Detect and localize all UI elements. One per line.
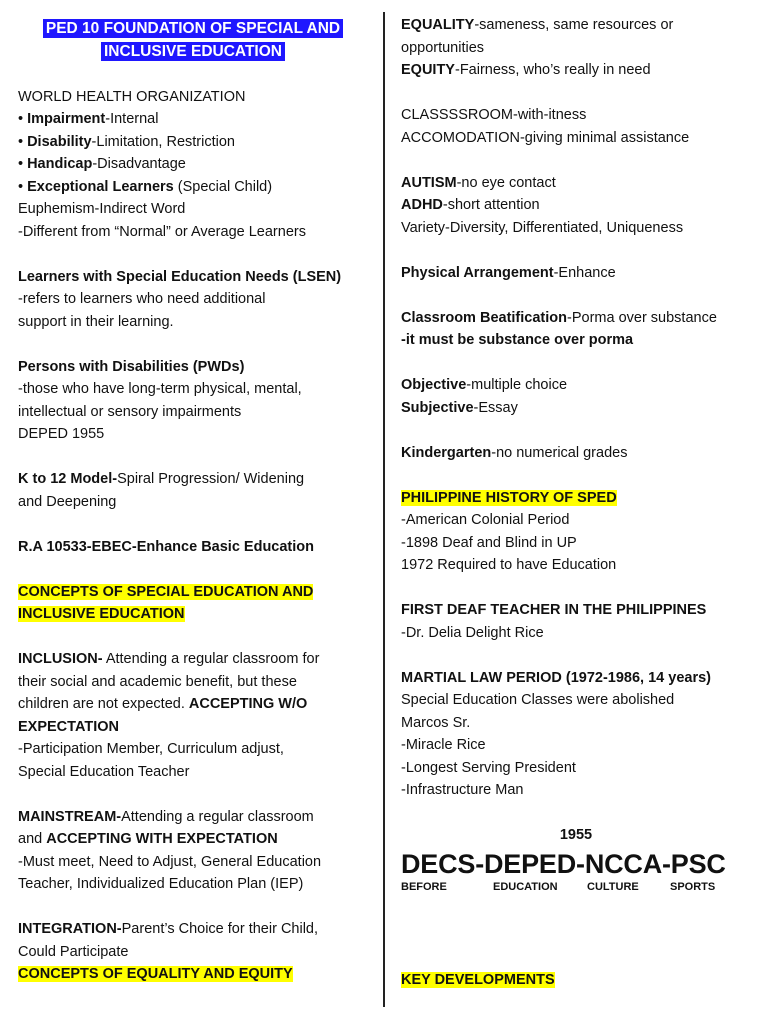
k12-line-1: K to 12 Model-Spiral Progression/ Widening xyxy=(18,471,305,487)
k12-line-2: and Deepening xyxy=(18,493,117,510)
equality-line-2: opportunities xyxy=(401,39,485,56)
mainstream-line-1: MAINSTREAM-Attending a regular classroom xyxy=(18,808,314,825)
pwd-line-2: intellectual or sensory impairments xyxy=(18,403,242,420)
label-sports: SPORTS xyxy=(670,880,716,893)
beautification-line-1: Classroom Beatification-Porma over substance xyxy=(401,309,717,326)
concepts-heading-1: CONCEPTS OF SPECIAL EDUCATION AND xyxy=(18,583,314,600)
integration-line-2: Could Participate xyxy=(18,943,129,960)
year-1955: 1955 xyxy=(559,827,593,843)
martial-line-5: -Infrastructure Man xyxy=(401,782,524,798)
kindergarten-line: Kindergarten-no numerical grades xyxy=(401,444,628,461)
martial-line-2: Marcos Sr. xyxy=(401,714,471,731)
pwd-heading: Persons with Disabilities (PWDs) xyxy=(18,358,245,375)
page-title xyxy=(18,18,368,63)
mainstream-line-2: and ACCEPTING WITH EXPECTATION xyxy=(18,831,278,847)
exceptional-item: • Exceptional Learners (Special Child) xyxy=(18,176,368,199)
title-line-1: PED 10 FOUNDATION OF SPECIAL AND xyxy=(43,19,343,38)
label-culture: CULTURE xyxy=(587,880,639,893)
inclusion-line-3: children are not expected. ACCEPTING W/O xyxy=(18,696,308,712)
inclusion-line-4: EXPECTATION xyxy=(18,718,119,735)
martial-line-3: -Miracle Rice xyxy=(401,737,486,753)
label-before: BEFORE xyxy=(401,880,447,893)
impairment-item: • Impairment-Internal xyxy=(18,108,368,131)
objective-line: Objective-multiple choice xyxy=(401,377,568,393)
martial-law-heading: MARTIAL LAW PERIOD (1972-1986, 14 years) xyxy=(401,669,711,686)
pwd-line-1: -those who have long-term physical, mental, xyxy=(18,381,302,397)
title-line-2: INCLUSIVE EDUCATION xyxy=(101,42,285,61)
left-column xyxy=(18,14,368,986)
variety-line: Variety-Diversity, Differentiated, Uniqueness xyxy=(401,219,684,236)
inclusion-line-1: INCLUSION- Attending a regular classroom for xyxy=(18,651,320,667)
lsen-line-2: support in their learning. xyxy=(18,313,174,330)
lsen-line-1: -refers to learners who need additional xyxy=(18,291,266,307)
lsen-heading: Learners with Special Education Needs (LSEN) xyxy=(18,268,342,285)
column-divider xyxy=(383,12,385,1007)
agency-labels xyxy=(401,881,761,901)
deaf-teacher-heading: FIRST DEAF TEACHER IN THE PHILIPPINES xyxy=(401,602,707,618)
label-education: EDUCATION xyxy=(493,880,558,893)
integration-line-1: INTEGRATION-Parent’s Choice for their Child, xyxy=(18,921,319,937)
euphemism-line: Euphemism-Indirect Word xyxy=(18,201,186,217)
inclusion-line-5: -Participation Member, Curriculum adjust, xyxy=(18,741,284,757)
martial-line-4: -Longest Serving President xyxy=(401,759,576,776)
equality-equity-heading: CONCEPTS OF EQUALITY AND EQUITY xyxy=(18,966,293,982)
physical-line: Physical Arrangement-Enhance xyxy=(401,264,616,281)
different-line: -Different from “Normal” or Average Learners xyxy=(18,223,306,240)
ra-line: R.A 10533-EBEC-Enhance Basic Education xyxy=(18,538,314,555)
history-heading: PHILIPPINE HISTORY OF SPED xyxy=(401,489,617,506)
equality-line-1: EQUALITY-sameness, same resources or xyxy=(401,17,674,33)
history-line-2: -1898 Deaf and Blind in UP xyxy=(401,534,577,551)
history-line-3: 1972 Required to have Education xyxy=(401,557,617,573)
inclusion-line-2: their social and academic benefit, but these xyxy=(18,673,297,690)
accomodation-line: ACCOMODATION-giving minimal assistance xyxy=(401,129,690,146)
pwd-line-3: DEPED 1955 xyxy=(18,426,105,442)
agency-acronym: DECS-DEPED-NCCA-PSC xyxy=(401,848,726,879)
inclusion-line-6: Special Education Teacher xyxy=(18,763,190,780)
history-line-1: -American Colonial Period xyxy=(401,512,570,528)
disability-item: • Disability-Limitation, Restriction xyxy=(18,131,368,154)
adhd-line: ADHD-short attention xyxy=(401,197,540,213)
mainstream-line-3: -Must meet, Need to Adjust, General Education xyxy=(18,853,322,870)
right-column xyxy=(401,14,761,991)
handicap-item: • Handicap-Disadvantage xyxy=(18,153,368,176)
mainstream-line-4: Teacher, Individualized Education Plan (IEP) xyxy=(18,876,304,892)
martial-line-1: Special Education Classes were abolished xyxy=(401,692,675,708)
deaf-teacher-line: -Dr. Delia Delight Rice xyxy=(401,624,544,641)
equity-line: EQUITY-Fairness, who’s really in need xyxy=(401,62,651,78)
concepts-heading-2: INCLUSIVE EDUCATION xyxy=(18,606,185,622)
who-heading: WORLD HEALTH ORGANIZATION xyxy=(18,88,246,105)
classroom-line: CLASSSSROOM-with-itness xyxy=(401,107,587,123)
key-developments-heading: KEY DEVELOPMENTS xyxy=(401,971,555,988)
beautification-line-2: -it must be substance over porma xyxy=(401,332,634,348)
autism-line: AUTISM-no eye contact xyxy=(401,174,556,191)
subjective-line: Subjective-Essay xyxy=(401,399,518,416)
